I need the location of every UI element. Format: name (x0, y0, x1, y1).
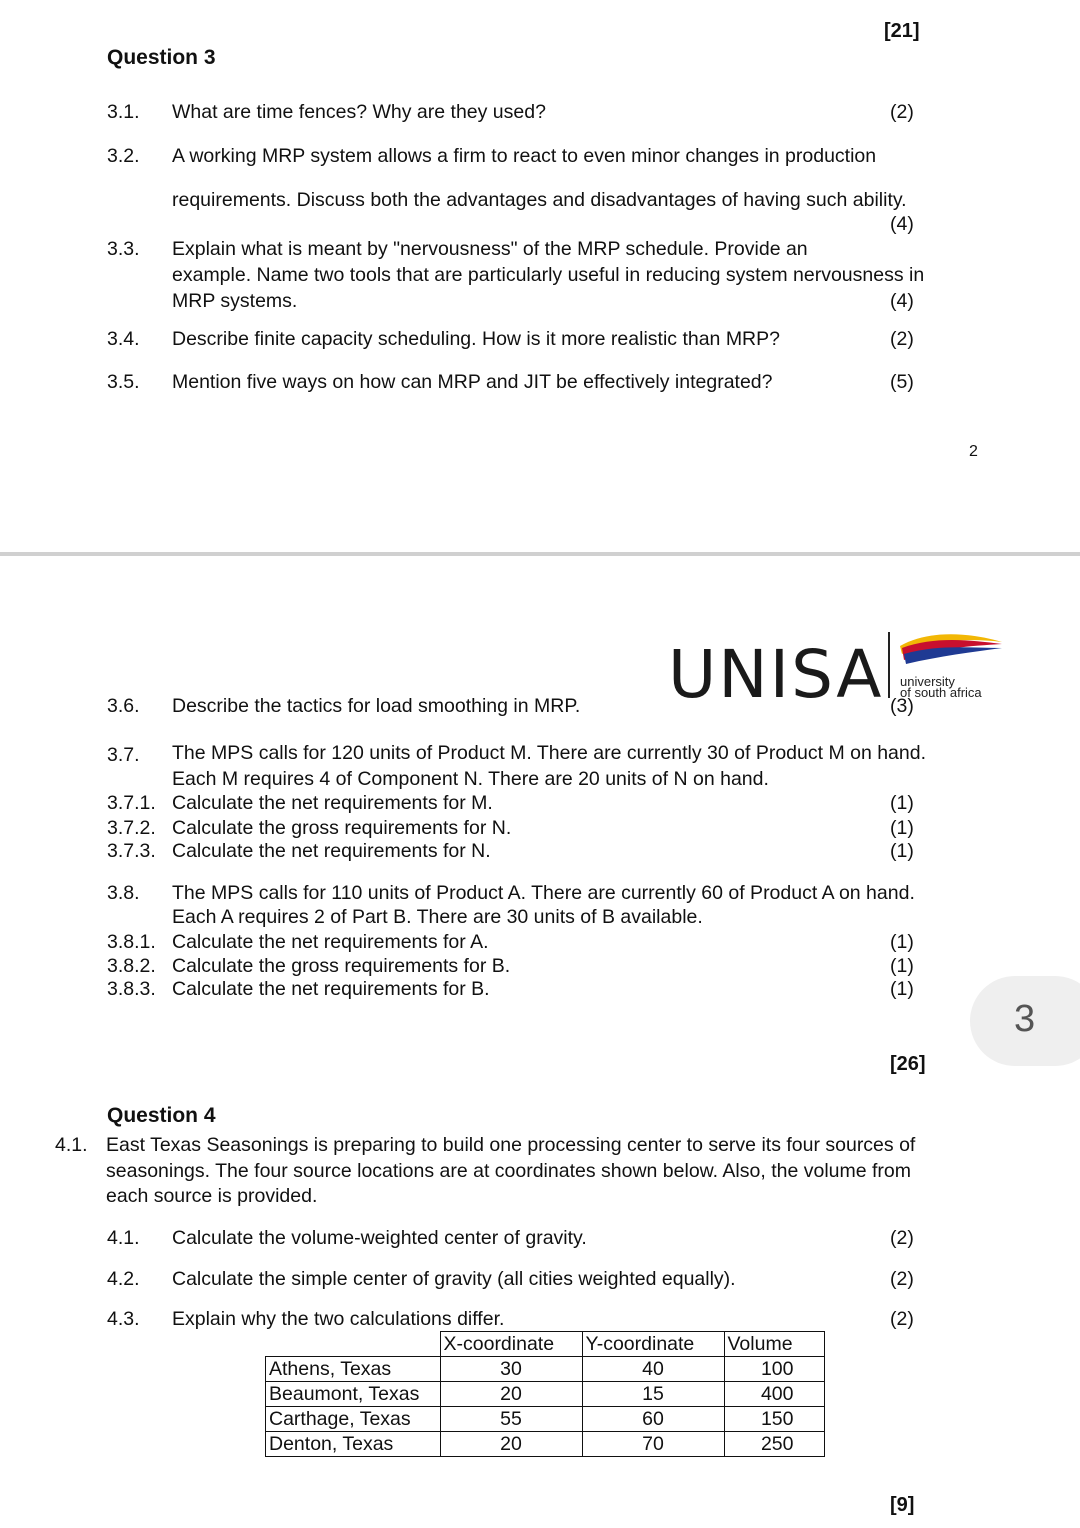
subitem-number: 3.7.2. (107, 817, 156, 839)
item-mark: (2) (890, 1308, 914, 1330)
item-number: 3.7. (107, 744, 140, 766)
item-text: Explain why the two calculations differ. (172, 1308, 505, 1330)
item-text: A working MRP system allows a firm to react to even minor changes in production (172, 145, 877, 167)
question3-heading: Question 3 (107, 46, 216, 69)
table-cell: 30 (440, 1357, 582, 1382)
subitem-text: Calculate the net requirements for N. (172, 840, 491, 862)
table-cell: 20 (440, 1382, 582, 1407)
logo-subtitle-line2: of south africa (900, 685, 982, 700)
subitem-text: Calculate the net requirements for A. (172, 931, 489, 953)
item-text: requirements. Discuss both the advantages and disadvantages of having such ability. (172, 189, 907, 211)
item-text: example. Name two tools that are particularly useful in reducing system nervousness in (172, 264, 925, 286)
item-number: 4.2. (107, 1268, 140, 1290)
item-number: 3.5. (107, 371, 140, 393)
table-cell-city: Beaumont, Texas (266, 1382, 441, 1407)
table-cell: 70 (582, 1432, 724, 1457)
table-row (266, 1407, 825, 1432)
unisa-logo-wordmark: UNISA (668, 636, 884, 713)
item-number: 3.4. (107, 328, 140, 350)
subitem-number: 3.8.3. (107, 978, 156, 1000)
item-number: 3.6. (107, 695, 140, 717)
subitem-text: Calculate the gross requirements for N. (172, 817, 512, 839)
item-number: 4.1. (107, 1227, 140, 1249)
item-text: Describe finite capacity scheduling. How is it more realistic than MRP? (172, 328, 780, 350)
page-number: 2 (969, 443, 978, 460)
table-header-cell (266, 1332, 441, 1357)
subitem-mark: (1) (890, 931, 914, 953)
item-text: Calculate the simple center of gravity (all cities weighted equally). (172, 1268, 736, 1290)
source-locations-table (265, 1331, 825, 1457)
unisa-logo-icon (898, 628, 1004, 666)
table-cell: 55 (440, 1407, 582, 1432)
subitem-number: 3.8.2. (107, 955, 156, 977)
table-cell: 60 (582, 1407, 724, 1432)
table-cell-city: Athens, Texas (266, 1357, 441, 1382)
table-row (266, 1357, 825, 1382)
question3-bottom-total: [26] (890, 1053, 926, 1075)
table-row (266, 1432, 825, 1457)
item-text: Each A requires 2 of Part B. There are 30 units of B available. (172, 906, 703, 928)
item-text: Describe the tactics for load smoothing in MRP. (172, 695, 581, 717)
subitem-text: Calculate the gross requirements for B. (172, 955, 511, 977)
item-mark: (5) (890, 371, 914, 393)
question4-heading: Question 4 (107, 1104, 216, 1127)
item-text: Explain what is meant by "nervousness" of the MRP schedule. Provide an (172, 238, 808, 260)
intro-text: East Texas Seasonings is preparing to build one processing center to serve its four sources of (106, 1134, 916, 1156)
logo-separator (888, 632, 890, 698)
table-row (266, 1382, 825, 1407)
subitem-text: Calculate the net requirements for B. (172, 978, 490, 1000)
item-text: The MPS calls for 110 units of Product A. There are currently 60 of Product A on hand. (172, 882, 915, 904)
intro-text: each source is provided. (106, 1185, 318, 1207)
subitem-number: 3.7.1. (107, 792, 156, 814)
item-text: Each M requires 4 of Component N. There are 20 units of N on hand. (172, 768, 769, 790)
subitem-mark: (1) (890, 817, 914, 839)
item-text: The MPS calls for 120 units of Product M. There are currently 30 of Product M on hand. (172, 742, 927, 764)
item-number: 4.1. (55, 1134, 88, 1156)
page-divider (0, 552, 1080, 556)
table-header-cell: Volume (724, 1332, 824, 1357)
table-cell: 100 (724, 1357, 824, 1382)
logo-subtitle-line1: university (900, 674, 955, 689)
intro-text: seasonings. The four source locations are at coordinates shown below. Also, the volume from (106, 1160, 912, 1182)
table-cell: 150 (724, 1407, 824, 1432)
item-mark: (4) (890, 290, 914, 312)
item-text: What are time fences? Why are they used? (172, 101, 546, 123)
item-number: 3.8. (107, 882, 140, 904)
subitem-number: 3.8.1. (107, 931, 156, 953)
item-number: 3.1. (107, 101, 140, 123)
table-cell: 15 (582, 1382, 724, 1407)
item-mark: (2) (890, 1227, 914, 1249)
item-text: Mention five ways on how can MRP and JIT be effectively integrated? (172, 371, 773, 393)
item-number: 3.3. (107, 238, 140, 260)
subitem-text: Calculate the net requirements for M. (172, 792, 493, 814)
table-cell-city: Carthage, Texas (266, 1407, 441, 1432)
table-cell: 20 (440, 1432, 582, 1457)
page-number-badge-label: 3 (1014, 998, 1036, 1040)
table-cell: 400 (724, 1382, 824, 1407)
table-header-cell: Y-coordinate (582, 1332, 724, 1357)
question3-total-marks: [21] (884, 20, 920, 42)
item-number: 4.3. (107, 1308, 140, 1330)
page-number-badge (970, 976, 1080, 1066)
table-cell-city: Denton, Texas (266, 1432, 441, 1457)
item-mark: (3) (890, 695, 914, 717)
subitem-mark: (1) (890, 792, 914, 814)
item-mark: (2) (890, 101, 914, 123)
table-cell: 250 (724, 1432, 824, 1457)
subitem-mark: (1) (890, 978, 914, 1000)
subitem-number: 3.7.3. (107, 840, 156, 862)
item-number: 3.2. (107, 145, 140, 167)
table-cell: 40 (582, 1357, 724, 1382)
subitem-mark: (1) (890, 840, 914, 862)
table-header-cell: X-coordinate (440, 1332, 582, 1357)
question4-total-marks: [9] (890, 1494, 915, 1516)
item-text: Calculate the volume-weighted center of gravity. (172, 1227, 587, 1249)
table-header-row (266, 1332, 825, 1357)
subitem-mark: (1) (890, 955, 914, 977)
item-mark: (4) (890, 213, 914, 235)
item-mark: (2) (890, 1268, 914, 1290)
item-mark: (2) (890, 328, 914, 350)
item-text: MRP systems. (172, 290, 298, 312)
